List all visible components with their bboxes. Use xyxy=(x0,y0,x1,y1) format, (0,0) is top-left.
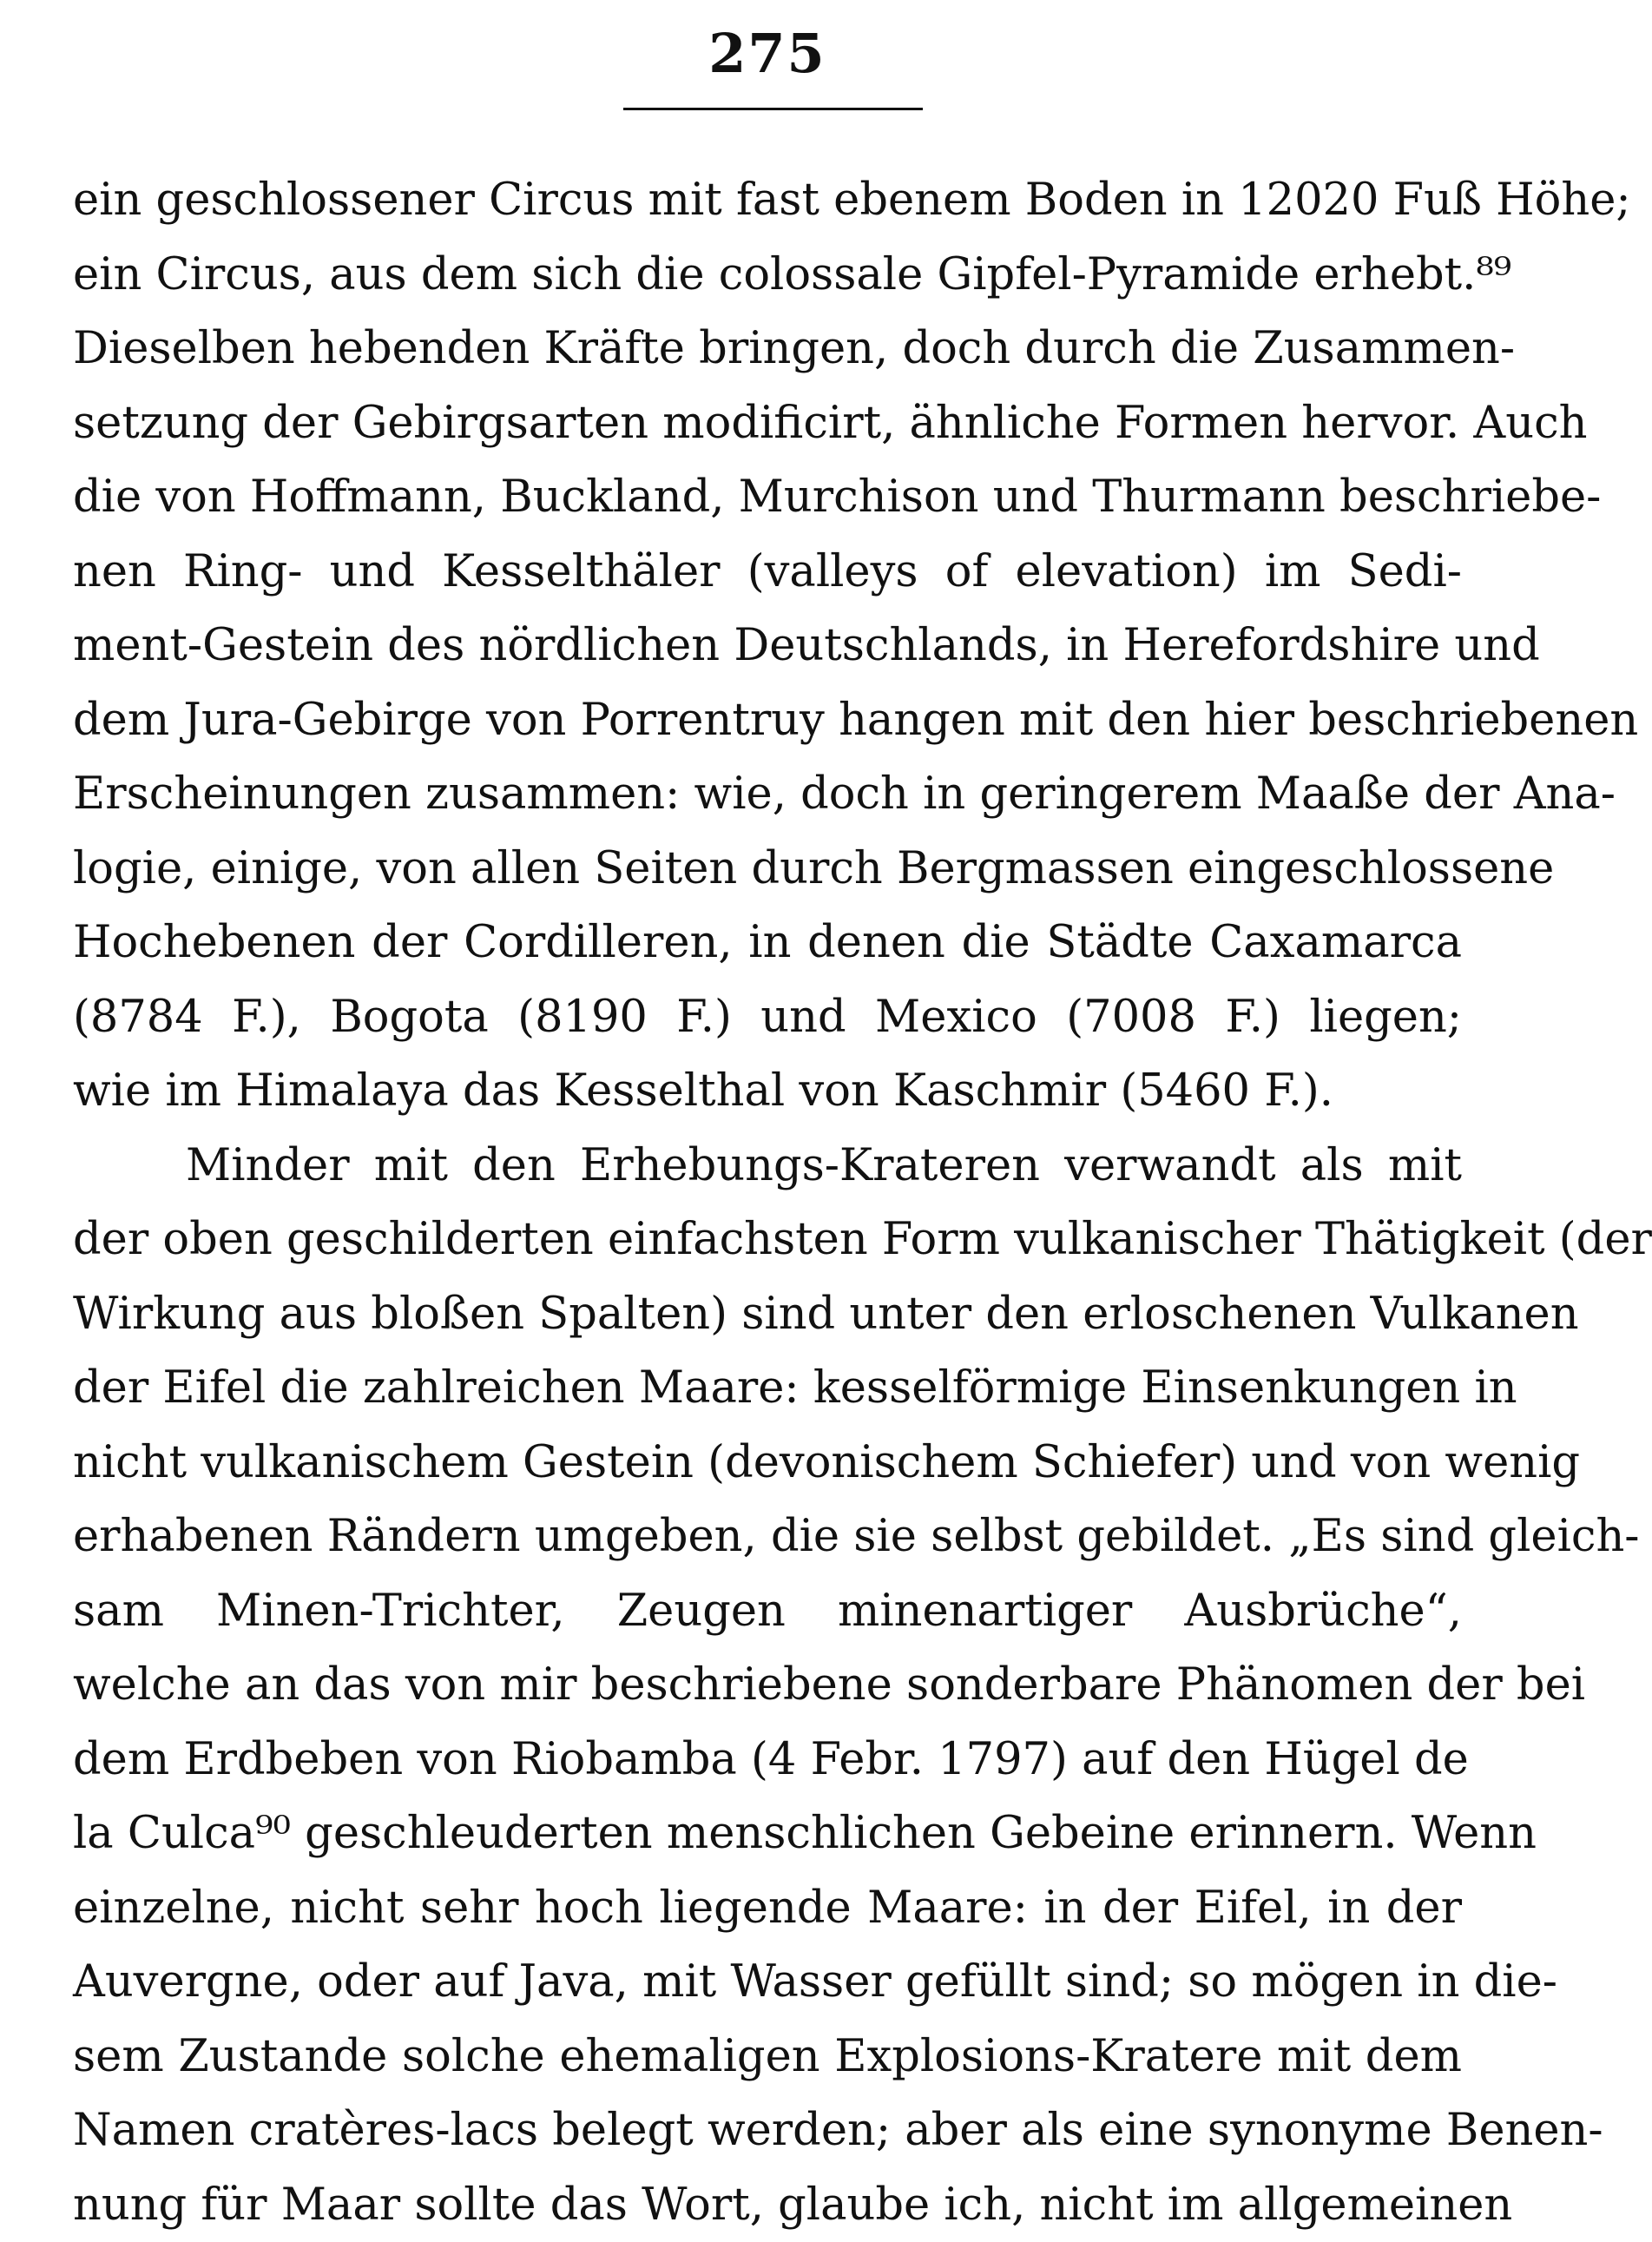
text-line: nicht vulkanischem Gestein (devonischem Schiefer) und von wenig xyxy=(73,1426,1462,1500)
text-line: welche an das von mir beschriebene sonderbare Phänomen der bei xyxy=(73,1648,1462,1723)
text-line: la Culca⁹⁰ geschleuderten menschlichen Gebeine erinnern. Wenn xyxy=(73,1797,1462,1871)
text-line: sem Zustande solche ehemaligen Explosions-Kratere mit dem xyxy=(73,2020,1462,2094)
text-line: der Eifel die zahlreichen Maare: kesselförmige Einsenkungen in xyxy=(73,1351,1462,1426)
text-line: nen Ring- und Kesselthäler (valleys of elevation) im Sedi- xyxy=(73,535,1462,610)
text-line-paragraph-start: Minder mit den Erhebungs-Krateren verwandt als mit xyxy=(73,1129,1462,1203)
text-line: (8784 F.), Bogota (8190 F.) und Mexico (7008 F.) liegen; xyxy=(73,980,1462,1055)
text-line: ment-Gestein des nördlichen Deutschlands, in Herefordshire und xyxy=(73,609,1462,683)
text-line: dem Erdbeben von Riobamba (4 Febr. 1797) auf den Hügel de xyxy=(73,1723,1462,1797)
text-line: sam Minen-Trichter, Zeugen minenartiger Ausbrüche“, xyxy=(73,1574,1462,1649)
text-line: nung für Maar sollte das Wort, glaube ich, nicht im allgemeinen xyxy=(73,2168,1462,2242)
text-line: die von Hoffmann, Buckland, Murchison und Thurmann beschriebe- xyxy=(73,460,1462,535)
text-line: Wirkung aus bloßen Spalten) sind unter den erloschenen Vulkanen xyxy=(73,1277,1462,1352)
text-line: Auvergne, oder auf Java, mit Wasser gefüllt sind; so mögen in die- xyxy=(73,1945,1462,2020)
text-line: ein Circus, aus dem sich die colossale Gipfel-Pyramide erhebt.⁸⁹ xyxy=(73,238,1462,313)
text-line: Namen cratères-lacs belegt werden; aber als eine synonyme Benen- xyxy=(73,2094,1462,2168)
text-line: dem Jura-Gebirge von Porrentruy hangen mit den hier beschriebenen xyxy=(73,683,1462,758)
text-line: erhabenen Rändern umgeben, die sie selbst gebildet. „Es sind gleich- xyxy=(73,1500,1462,1574)
text-line: Hochebenen der Cordilleren, in denen die Städte Caxamarca xyxy=(73,906,1462,980)
text-line: der oben geschilderten einfachsten Form vulkanischer Thätigkeit (der xyxy=(73,1203,1462,1277)
header-rule xyxy=(623,108,923,110)
text-line: logie, einige, von allen Seiten durch Bergmassen eingeschlossene xyxy=(73,832,1462,907)
text-line: setzung der Gebirgsarten modificirt, ähnliche Formen hervor. Auch xyxy=(73,386,1462,461)
text-line: einzelne, nicht sehr hoch liegende Maare: in der Eifel, in der xyxy=(73,1871,1462,1946)
text-line: Erscheinungen zusammen: wie, doch in geringerem Maaße der Ana- xyxy=(73,757,1462,832)
text-line: wie im Himalaya das Kesselthal von Kaschmir (5460 F.). xyxy=(73,1054,1462,1129)
text-line: ein geschlossener Circus mit fast ebenem Boden in 12020 Fuß Höhe; xyxy=(73,163,1462,238)
page-number: 275 xyxy=(0,19,1535,89)
body-text xyxy=(73,163,1462,2242)
text-line: Dieselben hebenden Kräfte bringen, doch durch die Zusammen- xyxy=(73,312,1462,386)
